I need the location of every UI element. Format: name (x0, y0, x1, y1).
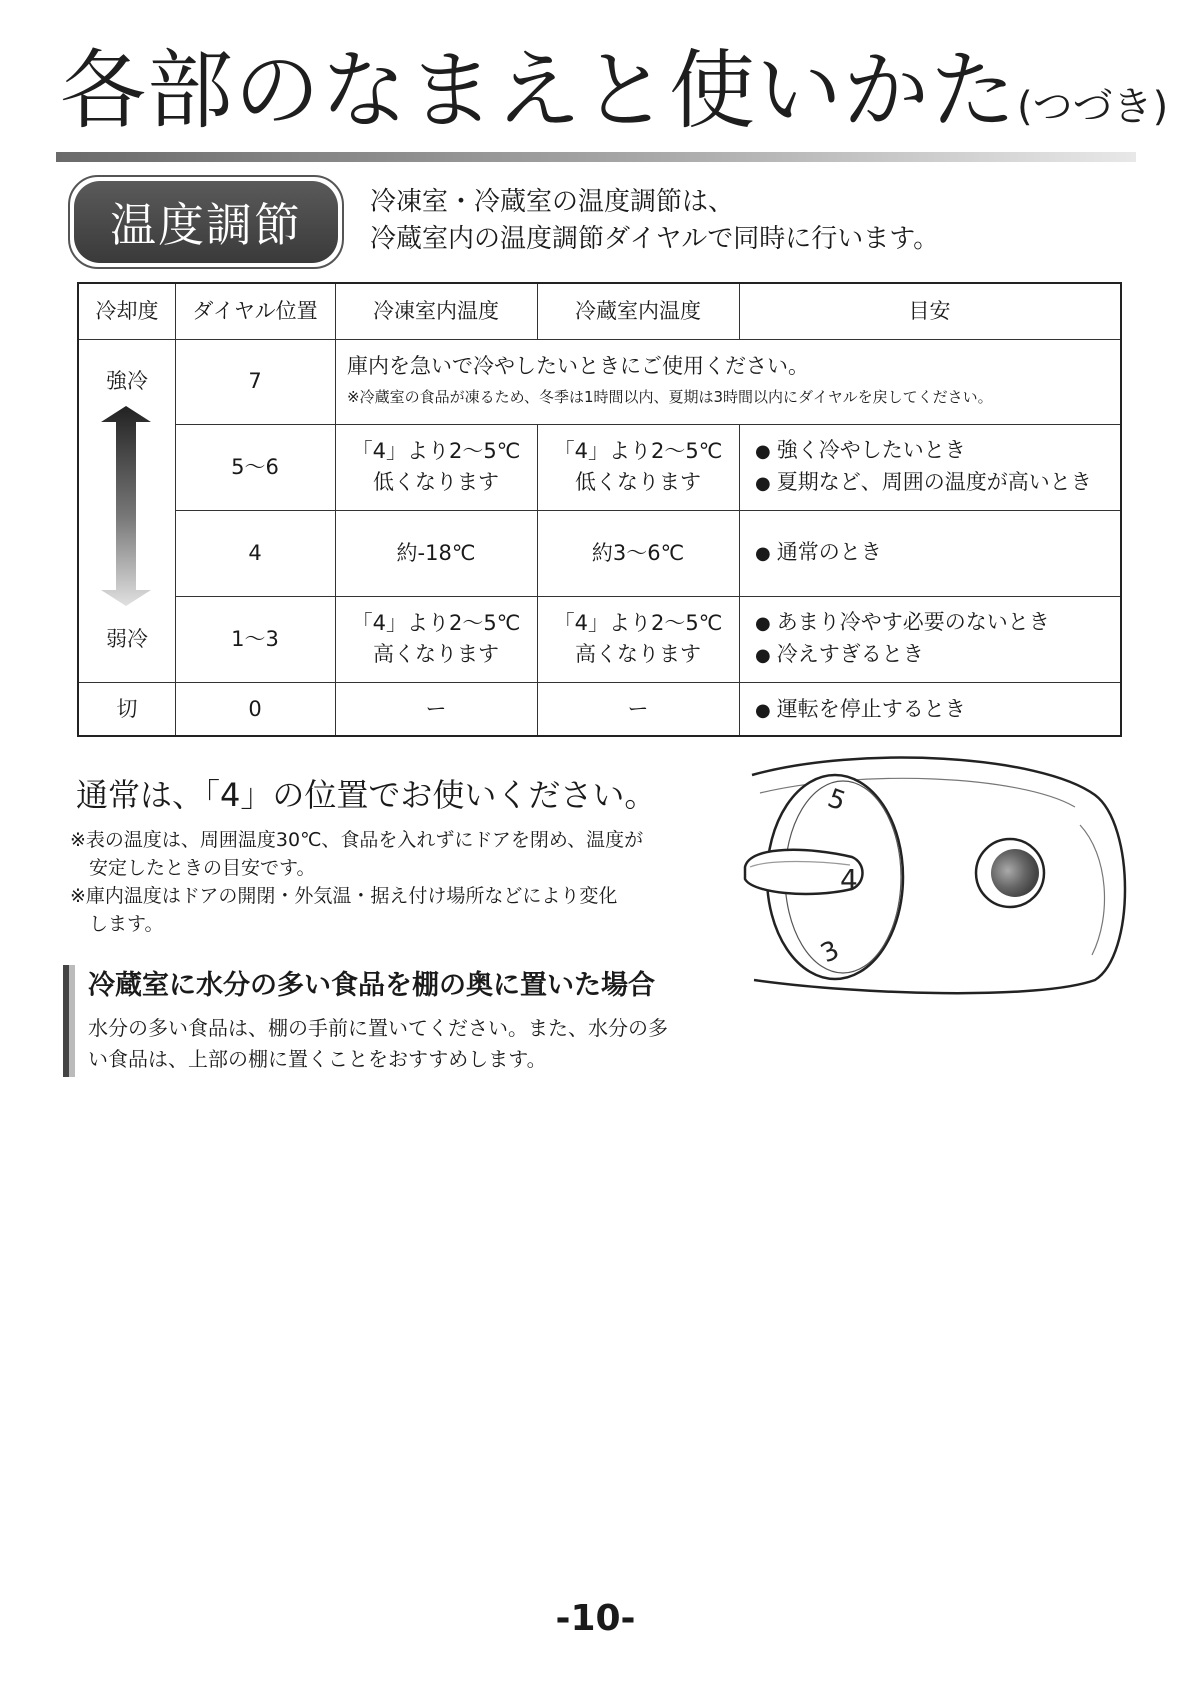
subsection-bar (63, 965, 75, 1077)
fridge-5-6-line2: 低くなります (574, 470, 701, 494)
usual-position-text: 通常は、「4」の位置でお使いください。 (76, 776, 657, 814)
dial-number-3: 3 (816, 935, 844, 970)
guide-item: ● 冷えすぎるとき (755, 639, 1050, 671)
freezer-1-3-line1: 「4」より2〜5℃ (351, 611, 521, 635)
freezer-5-6-line1: 「4」より2〜5℃ (351, 439, 521, 463)
cooling-arrow-icon (99, 406, 153, 606)
freezer-0: ー (425, 697, 447, 721)
cooling-off: 切 (116, 697, 138, 721)
freezer-1-3 (335, 596, 537, 682)
header-cooling: 冷却度 (95, 299, 159, 323)
page-number: -10- (555, 1598, 636, 1639)
row-7-note (347, 339, 1117, 424)
fridge-1-3 (537, 596, 739, 682)
cooling-strong: 強冷 (106, 369, 148, 393)
guide-1-3 (755, 596, 1115, 682)
fridge-1-3-line2: 高くなります (574, 642, 701, 666)
intro-line-2: 冷蔵室内の温度調節ダイヤルで同時に行います。 (370, 224, 940, 254)
subsection-body-line-1: 水分の多い食品は、棚の手前に置いてください。また、水分の多 (88, 1016, 668, 1040)
note-line: 安定したときの目安です。 (89, 857, 316, 879)
subsection-body-line-2: い食品は、上部の棚に置くことをおすすめします。 (88, 1047, 547, 1071)
row-7-note-small: ※冷蔵室の食品が凍るため、冬季は1時間以内、夏期は3時間以内にダイヤルを戻してください。 (347, 387, 993, 406)
fridge-5-6-line1: 「4」より2〜5℃ (553, 439, 723, 463)
page-title-main: 各部のなまえと使いかた (60, 41, 1017, 141)
cooling-weak: 弱冷 (106, 626, 148, 651)
guide-item: ● 運転を停止するとき (755, 694, 966, 726)
freezer-5-6 (335, 424, 537, 510)
temperature-table (77, 282, 1122, 737)
note-line: ※表の温度は、周囲温度30℃、食品を入れずにドアを閉め、温度が (70, 829, 644, 851)
guide-item: ● 夏期など、周囲の温度が高いとき (755, 467, 1092, 499)
title-underline (56, 152, 1136, 162)
guide-item: ● あまり冷やす必要のないとき (755, 607, 1050, 639)
note-line: します。 (89, 913, 164, 935)
fridge-1-3-line1: 「4」より2〜5℃ (553, 611, 723, 635)
guide-5-6 (755, 424, 1115, 510)
dial-number-5: 5 (823, 783, 850, 818)
fridge-4: 約3〜6℃ (591, 540, 685, 565)
fridge-5-6 (537, 424, 739, 510)
temperature-dial-illustration (740, 755, 1130, 1010)
col-divider (739, 424, 740, 735)
dial-7: 7 (248, 369, 262, 393)
header-guide: 目安 (908, 299, 951, 323)
dial-0: 0 (248, 697, 262, 721)
guide-0 (755, 682, 1115, 737)
intro-line-1: 冷凍室・冷蔵室の温度調節は、 (370, 187, 735, 217)
dial-4: 4 (248, 540, 262, 565)
section-intro (370, 184, 939, 258)
freezer-4: 約-18℃ (396, 540, 476, 565)
subsection-title: 冷蔵室に水分の多い食品を棚の奥に置いた場合 (88, 970, 655, 1001)
note-line: ※庫内温度はドアの開閉・外気温・据え付け場所などにより変化 (70, 885, 618, 907)
guide-item: ● 通常のとき (755, 537, 882, 569)
header-dial: ダイヤル位置 (192, 299, 318, 323)
fridge-0: ー (627, 697, 649, 721)
page-title (60, 41, 1169, 141)
header-fridge: 冷蔵室内温度 (575, 299, 701, 323)
subsection-body (88, 1013, 668, 1075)
dial-5-6: 5〜6 (231, 454, 279, 479)
dial-number-4: 4 (840, 863, 858, 896)
dial-1-3: 1〜3 (231, 626, 279, 651)
page-title-suffix: (つづき) (1017, 84, 1169, 130)
freezer-1-3-line2: 高くなります (372, 642, 499, 666)
guide-4 (755, 510, 1115, 596)
guide-item: ● 強く冷やしたいとき (755, 435, 1092, 467)
section-badge: 温度調節 (74, 181, 338, 263)
freezer-5-6-line2: 低くなります (372, 470, 499, 494)
row-7-note-main: 庫内を急いで冷やしたいときにご使用ください。 (347, 353, 809, 378)
header-freezer: 冷凍室内温度 (373, 299, 499, 323)
